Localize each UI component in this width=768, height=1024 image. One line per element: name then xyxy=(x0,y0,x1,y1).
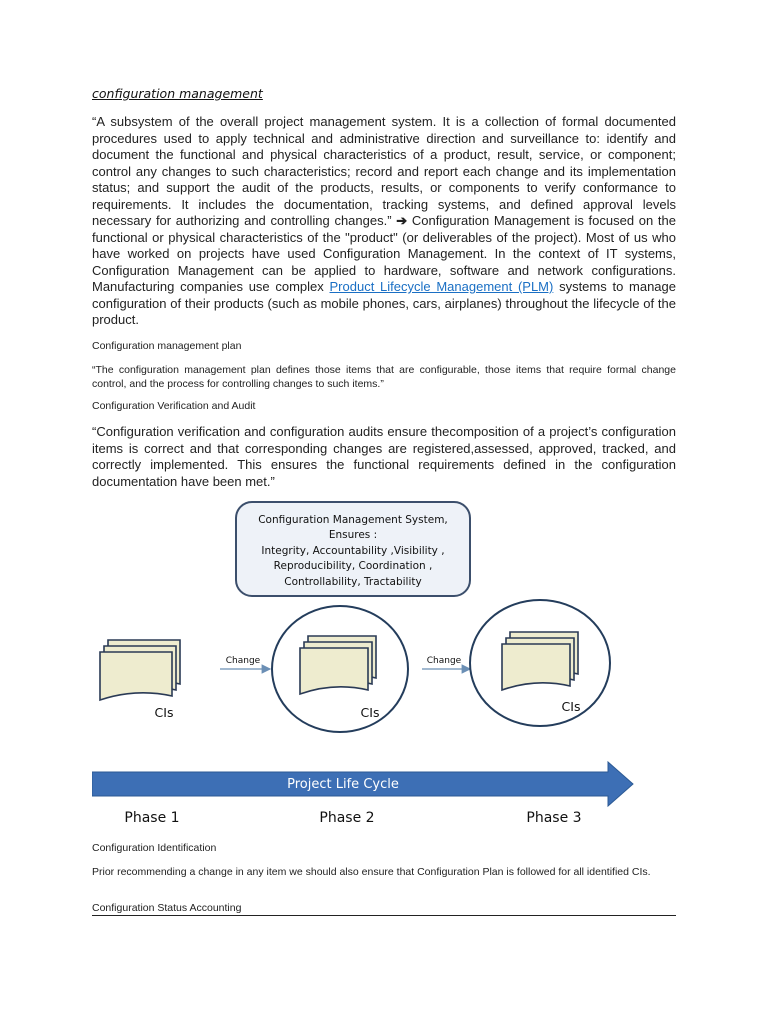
plan-paragraph: “The configuration management plan defines those items that are configurable, those items that require formal change control, and the process for controlling changes to such items.” xyxy=(92,364,676,390)
intro-text-2: Configuration Management is focused on the functional or physical characteristics of the "product" (or deliverables of the project). Most of us who have worked on projects have used Configuration Management. In the context of IT systems, Configuration Management can be applied to hardware, software and network configurations. Manufacturing companies use complex xyxy=(92,213,676,294)
intro-text-3: systems to manage configuration of their products (such as mobile phones, cars, airplanes) throughout the lifecycle of the product. xyxy=(92,279,676,327)
cms-box xyxy=(236,502,470,596)
lifecycle-label: Project Life Cycle xyxy=(287,777,399,792)
cms-line-1: Configuration Management System, xyxy=(258,514,448,526)
right-arrow-icon: ➔ xyxy=(396,213,408,228)
ci-stack-3 xyxy=(470,600,610,726)
status-accounting-heading: Configuration Status Accounting xyxy=(92,902,242,914)
identification-heading: Configuration Identification xyxy=(92,842,217,854)
page-title: configuration management xyxy=(92,86,263,101)
lifecycle-arrow xyxy=(92,762,633,806)
audit-paragraph: “Configuration verification and configuration audits ensure thecomposition of a project’s configuration items is correct and that corresponding changes are registered,assessed, approved, tracked, and correctly implemented. This ensures the functional requirements defined in the configuration documentation have been met.” xyxy=(92,424,676,489)
intro-text-1: “A subsystem of the overall project management system. It is a collection of formal documented procedures used to apply technical and administrative direction and surveillance to: identify and document the functional and physical characteristics of a product, result, service, or component; control any changes to such characteristics; record and report each change and its implementation status; and support the audit of the products, results, or components to verify conformance to requirements. It includes the documentation, tracking systems, and defined approval levels necessary for authorizing and controlling changes.” xyxy=(92,114,676,228)
cms-line-2: Ensures : xyxy=(328,529,378,541)
cm-diagram xyxy=(92,496,676,836)
change-label-2: Change xyxy=(426,656,462,666)
cis-label-3: CIs xyxy=(561,699,581,714)
cis-label-1: CIs xyxy=(154,705,174,720)
plan-heading: Configuration management plan xyxy=(92,340,242,352)
change-label-1: Change xyxy=(225,656,261,666)
cms-line-3: Integrity, Accountability ,Visibility , xyxy=(261,545,445,557)
plm-link[interactable]: Product Lifecycle Management (PLM) xyxy=(329,279,554,294)
phase-3-label: Phase 3 xyxy=(526,810,582,826)
cms-line-4: Reproducibility, Coordination , xyxy=(273,560,433,572)
phase-1-label: Phase 1 xyxy=(124,810,180,826)
identification-paragraph: Prior recommending a change in any item we should also ensure that Configuration Plan is followed for all identified CIs. xyxy=(92,866,651,878)
intro-paragraph xyxy=(92,114,676,329)
phase-2-label: Phase 2 xyxy=(319,810,375,826)
cms-line-5: Controllability, Tractability xyxy=(284,576,422,588)
ci-stack-2 xyxy=(272,606,408,732)
audit-heading: Configuration Verification and Audit xyxy=(92,400,256,412)
ci-stack-1 xyxy=(100,640,180,720)
divider-line xyxy=(92,915,676,916)
cis-label-2: CIs xyxy=(360,705,380,720)
